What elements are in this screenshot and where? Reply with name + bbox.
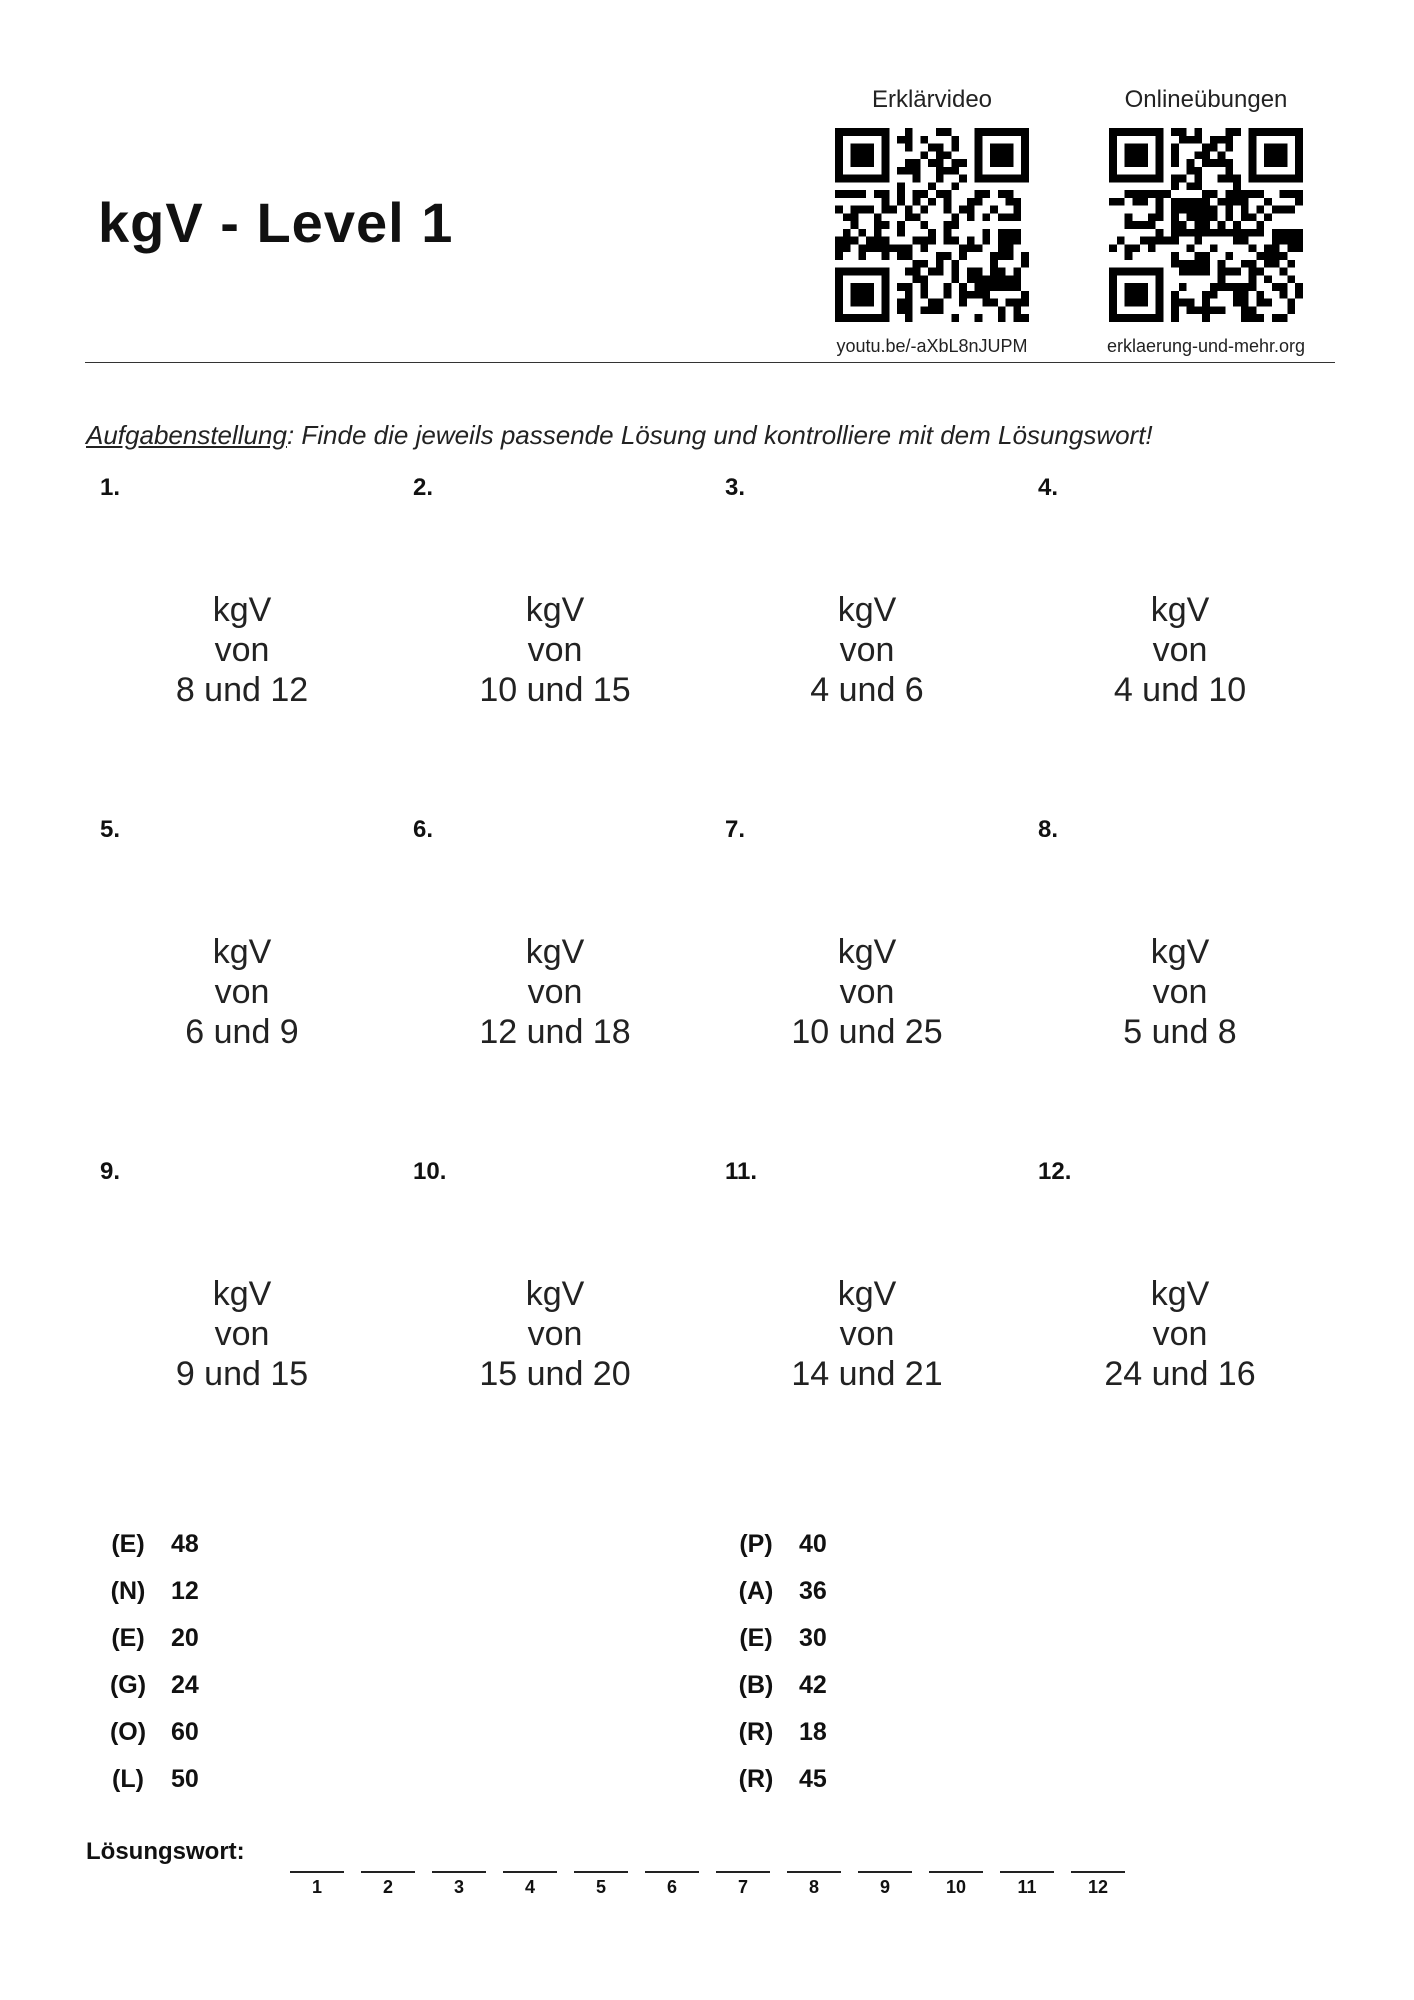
task-card <box>711 1158 1023 1458</box>
header-divider <box>85 362 1335 363</box>
slot-line <box>858 1871 912 1873</box>
task-line: kgV <box>212 1275 272 1313</box>
solution-slot[interactable] <box>858 1845 912 1898</box>
task-numbers: 8 und 12 <box>175 671 309 709</box>
slot-number: 12 <box>1087 1877 1109 1897</box>
qr-online-link[interactable]: erklaerung-und-mehr.org <box>1106 336 1306 356</box>
qr-video-caption: Erklärvideo <box>871 86 993 113</box>
task-prompt <box>1024 932 1336 1052</box>
task-prompt <box>86 932 398 1052</box>
solution-slot[interactable] <box>645 1845 699 1898</box>
task-numbers: 6 und 9 <box>185 1013 299 1051</box>
task-numbers: 12 und 18 <box>479 1013 631 1051</box>
task-line: von <box>839 631 895 669</box>
answer-value: 24 <box>171 1671 199 1699</box>
task-numbers: 14 und 21 <box>791 1355 943 1393</box>
task-numbers: 10 und 25 <box>791 1013 943 1051</box>
slot-line <box>645 1871 699 1873</box>
solution-slot[interactable] <box>361 1845 415 1898</box>
task-line: kgV <box>1150 933 1210 971</box>
task-number: 5. <box>100 816 121 843</box>
answer-letter: (E) <box>111 1624 145 1652</box>
task-line: von <box>214 973 270 1011</box>
answer-letter: (R) <box>738 1718 774 1746</box>
task-card <box>1024 1158 1336 1458</box>
task-line: kgV <box>1150 591 1210 629</box>
slot-line <box>361 1871 415 1873</box>
answer-letter: (O) <box>109 1718 147 1746</box>
slot-number: 6 <box>666 1877 677 1897</box>
slot-line <box>290 1871 344 1873</box>
slot-number: 2 <box>382 1877 393 1897</box>
slot-number: 3 <box>453 1877 464 1897</box>
answer-letter: (R) <box>738 1765 774 1793</box>
answer-letter: (P) <box>739 1530 773 1558</box>
answer-value: 18 <box>799 1718 827 1746</box>
task-numbers: 15 und 20 <box>479 1355 631 1393</box>
task-line: von <box>527 631 583 669</box>
task-prompt <box>1024 1274 1336 1394</box>
task-numbers: 9 und 15 <box>175 1355 309 1393</box>
qr-video-link[interactable]: youtu.be/-aXbL8nJUPM <box>836 336 1028 356</box>
task-card <box>399 816 711 1116</box>
task-numbers: 24 und 16 <box>1104 1355 1256 1393</box>
solution-slot[interactable] <box>1000 1845 1054 1898</box>
slot-line <box>1000 1871 1054 1873</box>
answer-value: 45 <box>799 1765 827 1793</box>
task-prompt <box>399 590 711 710</box>
task-card <box>399 1158 711 1458</box>
task-line: von <box>1152 1315 1208 1353</box>
slot-line <box>787 1871 841 1873</box>
slot-line <box>716 1871 770 1873</box>
answer-value: 60 <box>171 1718 199 1746</box>
task-number: 4. <box>1038 474 1059 501</box>
answer-letter: (N) <box>110 1577 146 1605</box>
task-card <box>399 474 711 774</box>
task-card <box>86 474 398 774</box>
task-line: kgV <box>837 933 897 971</box>
slot-number: 8 <box>808 1877 819 1897</box>
task-number: 8. <box>1038 816 1059 843</box>
slot-line <box>503 1871 557 1873</box>
slot-number: 10 <box>945 1877 967 1897</box>
answer-value: 30 <box>799 1624 827 1652</box>
qr-online-block <box>1086 86 1326 357</box>
task-number: 10. <box>413 1158 447 1185</box>
solution-slot[interactable] <box>432 1845 486 1898</box>
answer-letter: (E) <box>111 1530 145 1558</box>
task-number: 2. <box>413 474 434 501</box>
qr-online-caption: Onlineübungen <box>1124 86 1288 113</box>
answer-value: 50 <box>171 1765 199 1793</box>
solution-slot[interactable] <box>716 1845 770 1898</box>
task-prompt <box>399 1274 711 1394</box>
task-line: kgV <box>525 591 585 629</box>
slot-line <box>432 1871 486 1873</box>
task-line: kgV <box>525 1275 585 1313</box>
task-prompt <box>86 590 398 710</box>
task-numbers: 5 und 8 <box>1123 1013 1237 1051</box>
task-card <box>86 1158 398 1458</box>
task-card <box>711 816 1023 1116</box>
task-card <box>1024 816 1336 1116</box>
task-line: von <box>527 1315 583 1353</box>
qr-video-block <box>812 86 1052 357</box>
solution-slot[interactable] <box>1071 1845 1125 1898</box>
answer-letter: (A) <box>738 1577 774 1605</box>
slot-number: 9 <box>879 1877 890 1897</box>
slot-line <box>929 1871 983 1873</box>
task-line: von <box>839 1315 895 1353</box>
task-prompt <box>86 1274 398 1394</box>
answer-letter: (E) <box>739 1624 773 1652</box>
task-number: 6. <box>413 816 434 843</box>
slot-line <box>1071 1871 1125 1873</box>
task-prompt <box>711 1274 1023 1394</box>
task-number: 9. <box>100 1158 121 1185</box>
task-line: kgV <box>1150 1275 1210 1313</box>
answer-letter: (B) <box>738 1671 774 1699</box>
instructions-label: Aufgabenstellung <box>86 420 287 450</box>
task-numbers: 4 und 6 <box>810 671 924 709</box>
task-numbers: 10 und 15 <box>479 671 631 709</box>
answer-value: 36 <box>799 1577 827 1605</box>
answer-value: 40 <box>799 1530 827 1558</box>
answer-letter: (L) <box>112 1765 144 1793</box>
slot-number: 7 <box>737 1877 748 1897</box>
qr-code-icon[interactable] <box>835 128 1029 322</box>
task-line: kgV <box>837 591 897 629</box>
slot-number: 5 <box>595 1877 606 1897</box>
task-number: 3. <box>725 474 746 501</box>
task-line: von <box>1152 973 1208 1011</box>
task-number: 1. <box>100 474 121 501</box>
task-number: 12. <box>1038 1158 1072 1185</box>
task-line: kgV <box>212 933 272 971</box>
solution-slot[interactable] <box>574 1845 628 1898</box>
solution-slot[interactable] <box>929 1845 983 1898</box>
task-prompt <box>711 932 1023 1052</box>
task-line: kgV <box>525 933 585 971</box>
task-card <box>86 816 398 1116</box>
task-numbers: 4 und 10 <box>1113 671 1247 709</box>
task-prompt <box>399 932 711 1052</box>
instructions-text: : Finde die jeweils passende Lösung und kontrolliere mit dem Lösungswort! <box>286 420 1153 450</box>
task-line: von <box>527 973 583 1011</box>
slot-line <box>574 1871 628 1873</box>
task-line: von <box>214 1315 270 1353</box>
task-card <box>1024 474 1336 774</box>
answer-value: 42 <box>799 1671 827 1699</box>
page-title: kgV - Level 1 <box>98 191 454 254</box>
task-number: 11. <box>725 1158 758 1185</box>
task-line: von <box>1152 631 1208 669</box>
task-prompt <box>1024 590 1336 710</box>
task-number: 7. <box>725 816 746 843</box>
solution-slot[interactable] <box>787 1845 841 1898</box>
task-card <box>711 474 1023 774</box>
slot-number: 4 <box>524 1877 535 1897</box>
task-line: von <box>214 631 270 669</box>
task-line: kgV <box>212 591 272 629</box>
slot-number: 1 <box>311 1877 322 1897</box>
qr-code-icon[interactable] <box>1109 128 1303 322</box>
task-prompt <box>711 590 1023 710</box>
instructions <box>86 420 1153 451</box>
task-line: von <box>839 973 895 1011</box>
solution-slot[interactable] <box>503 1845 557 1898</box>
slot-number: 11 <box>1017 1877 1037 1897</box>
solution-slot[interactable] <box>290 1845 344 1898</box>
answer-value: 48 <box>171 1530 199 1558</box>
solution-label: Lösungswort: <box>86 1838 245 1865</box>
task-line: kgV <box>837 1275 897 1313</box>
answer-value: 20 <box>171 1624 199 1652</box>
answer-letter: (G) <box>109 1671 147 1699</box>
answer-value: 12 <box>171 1577 199 1605</box>
